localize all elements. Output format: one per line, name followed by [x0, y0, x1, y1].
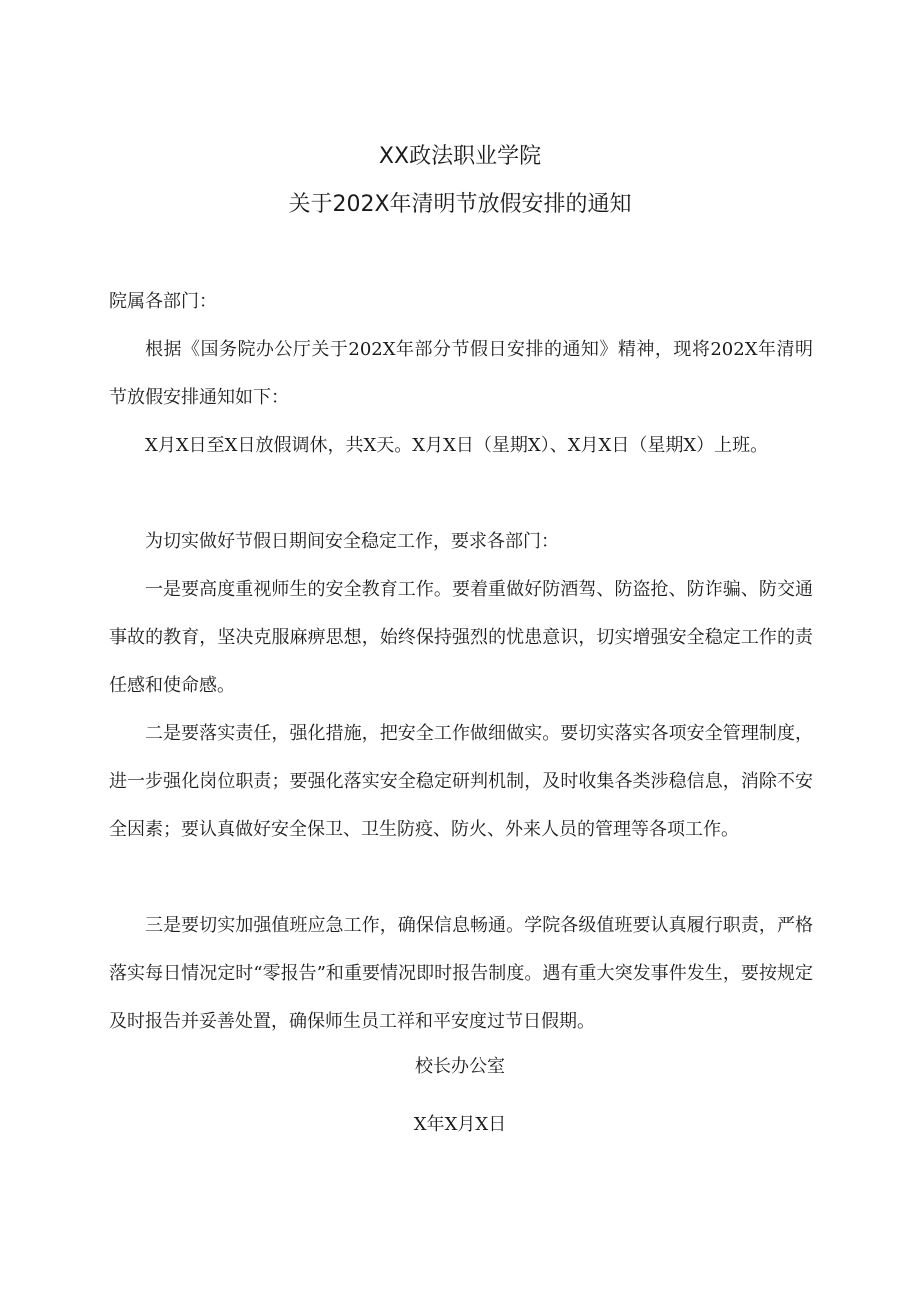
document-title-line1: XX政法职业学院: [378, 144, 542, 169]
signature-date: X年X月X日: [413, 1114, 507, 1135]
document-title-line2: 关于202X年清明节放假安排的通知: [288, 192, 632, 217]
paragraph-requirement-1: 一是要高度重视师生的安全教育工作。要着重做好防酒驾、防盗抢、防诈骗、防交通事故的教育，坚决克服麻痹思想，始终保持强烈的忧患意识，切实增强安全稳定工作的责任感和使命感。: [109, 579, 813, 696]
paragraph-requirement-2: 二是要落实责任，强化措施，把安全工作做细做实。要切实落实各项安全管理制度，进一步强化岗位职责；要强化落实安全稳定研判机制，及时收集各类涉稳信息，消除不安全因素；要认真做好安全保卫、卫生防疫、防火、外来人员的管理等各项工作。: [109, 723, 813, 840]
signature-org: 校长办公室: [415, 1056, 505, 1077]
paragraph-requirements-lead: 为切实做好节假日期间安全稳定工作，要求各部门：: [145, 531, 559, 552]
paragraph-schedule: X月X日至X日放假调休，共X天。X月X日（星期X）、X月X日（星期X）上班。: [145, 435, 769, 456]
salutation: 院属各部门：: [109, 291, 217, 312]
paragraph-intro: 根据《国务院办公厅关于202X年部分节假日安排的通知》精神，现将202X年清明节放假安排通知如下：: [109, 339, 813, 408]
paragraph-requirement-3: 三是要切实加强值班应急工作，确保信息畅通。学院各级值班要认真履行职责，严格落实每日情况定时“零报告”和重要情况即时报告制度。遇有重大突发事件发生，要按规定及时报告并妥善处置，确保师生员工祥和平安度过节日假期。: [109, 915, 813, 1032]
